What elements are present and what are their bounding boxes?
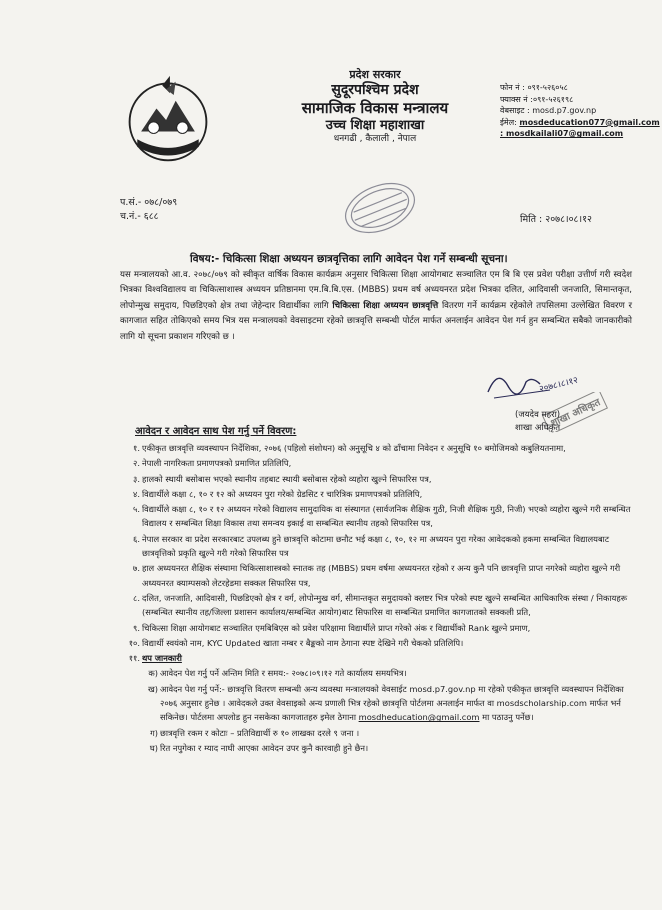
- office-seal-stamp: [340, 168, 420, 248]
- body-text-a: यस मन्त्रालयको आ.व. २०७८/०७९ को स्वीकृत वार्षिक विकास कार्यक्रम अनुसार चिकित्सा शिक्षा आयोगबाट सञ्चालित एम बि बि एस प्रवेश परीक्षा उत्तीर्ण गरी स्वदेश भित्रका विश्वविद्यालय वा चिकित्साशास्त्र अध्ययन प्रतिष्ठानमा एम.बि.बि.एस. (MBBS) प्रथम वर्ष अध्ययनरत प्रदेश भित्रका दलित, आदिवासी जनजाति, सिमान्तकृत, लोपोन्मुख समुदाय, पिछडिएको क्षेत्र तथा जेहेन्दार विद्यार्थीका लागि: [120, 270, 632, 311]
- list-item: ख) आवेदन पेश गर्नु पर्ने:- छात्रवृत्ति वितरण सम्बन्धी अन्य व्यवस्था मन्त्रालयको वेवसाईट mosd.p7.gov.np मा रहेको एकीकृत छात्रवृत्ति व्यवस्थापन निर्देशिका २०७६ अनुसार हुनेछ । आवेदकले उक्त वेवसाइको अन्य प्रणाली भित्र रहेको छात्रवृत्ति पोर्टलमा अनलाईन मार्फत वा mosdscholarship.com मार्फत भर्न सकिनेछ। पोर्टलमा अपलोड हुन नसकेका कागजातहरु इमेल ठेगाना mosdheducation@gmail.com मा पठाउनु पर्नेछ।: [147, 683, 624, 723]
- body-text-b: वितरण गर्ने कार्यक्रम रहेकोले तपसिलमा उल्लेखित विवरण र कागजात सहित तोकिएको समय भित्र यस मन्त्रालयको वेवसाइटमा रहेको छात्रवृत्ति सम्बन्धी पोर्टल मार्फत अनलाईन आवेदन पेश गर्न हुन सम्बन्धित सबैको जानकारीको लागि यो सूचना प्रकाशन गरिएको छ ।: [120, 300, 632, 342]
- email-row: [500, 117, 660, 129]
- phone-text: फोन नं : ०९१-५२६०५८: [500, 83, 568, 92]
- email-link-2[interactable]: : mosdkailali07@gmail.com: [500, 129, 624, 139]
- division-line: उच्च शिक्षा महाशाखा: [325, 118, 425, 133]
- svg-text:२०७८।८।१२: २०७८।८।१२: [538, 375, 580, 395]
- body-paragraph: [120, 268, 632, 345]
- letter-date: मिति : २०७८।०८।१२: [520, 214, 592, 225]
- list-item: ५. विद्यार्थीले कक्षा ८, १० र १२ अध्ययन गरेको विद्यालय सामुदायिक वा संस्थागत (सार्वजनिक शैक्षिक गुठी, निजी शैक्षिक गुठी, निजी) भएको व्यहोरा खुल्ने गरी सम्बन्धित विद्यालय र सम्बन्धित शिक्षा विकास तथा समन्वय इकाई वा सम्बन्धित स्थानीय तहको सिफारिस पत्र,: [133, 504, 631, 529]
- body-text-bold: चिकित्सा शिक्षा अध्ययन छात्रवृत्ति: [332, 300, 439, 311]
- list-item: ९. चिकित्सा शिक्षा आयोगबाट सञ्चालित एमबिबिएस को प्रवेश परिक्षामा विद्यार्थीले प्राप्त गरेको अंक र विद्यार्थीको Rank खुल्ने प्रमाण,: [133, 622, 531, 633]
- signer-title: शाखा अधिकृत: [515, 422, 561, 433]
- nepal-emblem-icon: [120, 72, 216, 168]
- email-label: ईमेल:: [500, 117, 517, 127]
- list-item: ग) छात्रवृत्ति रकम र कोटाः – प्रतिविद्यार्थी रु १० लाखका दरले ९ जना ।: [150, 727, 360, 738]
- email-link-1[interactable]: mosdeducation077@gmail.com: [519, 117, 660, 127]
- list-item: १. एकीकृत छात्रवृत्ति व्यवस्थापन निर्देशिका, २०७६ (पहिलो संशोधन) को अनुसूचि ४ को ढाँचामा निवेदन र अनुसूचि १० बमोजिमको कबुलियतनामा,: [133, 443, 566, 453]
- address-line: धनगढी , कैलाली , नेपाल: [333, 134, 417, 145]
- svg-text:शाखा अधिकृत: शाखा अधिकृत: [549, 397, 603, 430]
- list-item: ३. हालको स्थायी बसोबास भएको स्थानीय तहबाट स्थायी बसोबास रहेको व्यहोरा खुल्ने सिफारिस पत्र,: [133, 473, 432, 484]
- list-item: १०. विद्यार्थी स्वयंको नाम, KYC Updated खाता नम्बर र बैङ्कको नाम ठेगाना स्पष्ट देखिने गरी चेकको प्रतिलिपि।: [128, 637, 464, 648]
- chalani-number: च.नं.- ६८८: [120, 211, 159, 223]
- patra-sankhya: प.सं.- ०७८/०७९: [120, 197, 178, 208]
- list-item: घ) रित नपुगेका र म्याद नाघी आएका आवेदन उपर कुनै कारवाही हुने छैन।: [149, 742, 369, 753]
- requirements-heading: आवेदन र आवेदन साथ पेश गर्नु पर्ने विवरण:: [135, 426, 297, 437]
- contact-email-link[interactable]: mosdheducation@gmail.com: [358, 712, 480, 723]
- list-item: ८. दलित, जनजाति, आदिवासी, पिछडिएको क्षेत्र र वर्ग, लोपोन्मुख वर्ग, सीमान्तकृत समुदायको क्लष्टर भित्र परेको स्पष्ट खुल्ने सम्बन्धित आधिकारिक संस्था / निकायहरू (सम्बन्धित स्थानीय तह/जिल्ला प्रशासन कार्यालय/सम्बन्धित आयोग)बाट सिफारिस वा सम्बन्धित प्रमाणित कागजातको सक्कली प्रति,: [133, 592, 628, 618]
- signer-block: [515, 409, 560, 435]
- signer-name: (जयदेव महरा): [515, 410, 561, 420]
- list-item: २. नेपाली नागरिकता प्रमाणपत्रको प्रमाणित प्रतिलिपि,: [133, 458, 292, 469]
- website-text: वेबसाइट : mosd.p7.gov.np: [500, 106, 597, 116]
- fax-text: फ्याक्स नं :०९१-५२६१९८: [500, 94, 574, 104]
- list-item: ६. नेपाल सरकार वा प्रदेश सरकारबाट उपलब्ध हुने छात्रवृत्ति कोटामा छनौट भई कक्षा ८, १०, १२ मा अध्ययन पुरा गरेका आवेदकको हकमा सम्बन्धित विद्यालयबाट छात्रवृत्तिको प्रकृति खुल्ने गरी गरेको सिफारिस पत्र: [133, 533, 610, 559]
- extra-info-heading: ११. थप जानकारी: [128, 653, 182, 664]
- list-item: ४. विद्यार्थीले कक्षा ८, १० र १२ को अध्ययन पुरा गरेको ग्रेडसिट र चारित्रिक प्रमाणपत्रको प्रतिलिपि,: [133, 488, 423, 499]
- list-item: ७. हाल अध्ययनरत शैक्षिक संस्थामा चिकित्साशास्त्रको स्नातक तह (MBBS) प्रथम वर्षमा अध्ययनरत रहेको र अन्य कुनै पनि छात्रवृत्ति प्राप्त नगरेको व्यहोरा खुल्ने गरी अध्ययनरत क्याम्पसको लेटरहेडमा सक्कल सिफारिस पत्र,: [133, 563, 621, 588]
- province-line: सुदूरपश्चिम प्रदेश: [331, 81, 419, 98]
- requirements-list: [120, 441, 640, 756]
- subject-line: विषय:- चिकित्सा शिक्षा अध्ययन छात्रवृत्तिका लागि आवेदन पेश गर्ने सम्बन्धी सूचना।: [190, 253, 508, 265]
- reference-block: [120, 196, 177, 225]
- letterhead: [250, 68, 500, 146]
- ministry-line: सामाजिक विकास मन्त्रालय: [301, 99, 449, 118]
- govt-line: प्रदेश सरकार: [349, 68, 401, 81]
- list-item: क) आवेदन पेश गर्नु पर्ने अन्तिम मिति र समय:- २०७८।०९।१२ गते कार्यालय समयभित्र।: [148, 668, 407, 679]
- contact-block: [500, 82, 660, 140]
